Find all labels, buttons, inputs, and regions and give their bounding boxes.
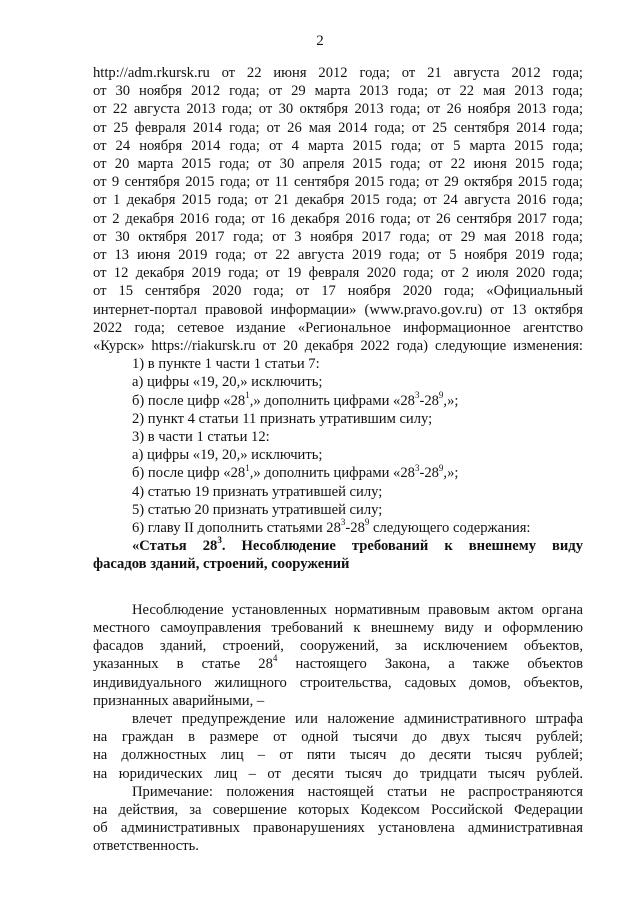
- intro-line: от 30 ноября 2012 года; от 29 марта 2013 года; от 22 мая 2013 года;: [93, 83, 583, 100]
- paragraph-line: Примечание: положения настоящей статьи не распространяются: [132, 783, 583, 800]
- superscript: 9: [364, 517, 370, 528]
- paragraph-line: Несоблюдение установленных нормативным правовым актом органа: [132, 601, 583, 618]
- intro-line: от 12 декабря 2019 года; от 19 февраля 2020 года; от 2 июля 2020 года;: [93, 265, 583, 282]
- item-text: б) после цифр «28: [132, 392, 246, 409]
- item-text: ,» дополнить цифрами «28: [249, 465, 415, 482]
- amendment-item: [93, 464, 583, 482]
- amendment-item: а) цифры «19, 20,» исключить;: [132, 447, 323, 464]
- amendment-item: 2) пункт 4 статьи 11 признать утратившим силу;: [132, 410, 433, 427]
- item-text: -28: [345, 520, 365, 537]
- article-heading-line: [93, 537, 583, 555]
- amendment-item: а) цифры «19, 20,» исключить;: [132, 374, 323, 391]
- item-text: -28: [419, 465, 439, 482]
- superscript: 3: [414, 389, 420, 400]
- intro-line: от 13 июня 2019 года; от 22 августа 2019 года; от 5 ноября 2019 года;: [93, 247, 583, 264]
- heading-text: . Несоблюдение требований к внешнему виду: [221, 538, 583, 555]
- amendment-item: 1) в пункте 1 части 1 статьи 7:: [132, 356, 320, 373]
- paragraph-line: на граждан в размере от одной тысячи до двух тысяч рублей;: [93, 729, 583, 746]
- document-body: [93, 64, 583, 856]
- superscript: 3: [414, 462, 420, 473]
- item-text: ,»;: [443, 465, 459, 482]
- intro-line: от 9 сентября 2015 года; от 11 сентября 2015 года; от 29 октября 2015 года;: [93, 174, 583, 191]
- intro-line: от 25 февраля 2014 года; от 26 мая 2014 года; от 25 сентября 2014 года;: [93, 119, 583, 136]
- amendment-item: [93, 389, 583, 410]
- intro-line: от 15 сентября 2020 года; от 17 ноября 2020 года; «Официальный: [93, 283, 583, 300]
- superscript: 3: [340, 517, 346, 528]
- intro-line: от 20 марта 2015 года; от 30 апреля 2015 года; от 22 июня 2015 года;: [93, 156, 583, 173]
- item-text: 6) главу II дополнить статьями 28: [132, 520, 341, 537]
- amendment-list: [93, 355, 583, 537]
- superscript: 9: [438, 389, 444, 400]
- intro-paragraph: [93, 64, 583, 355]
- paragraph-line: фасадов зданий, строений, сооружений, за исключением объектов,: [93, 638, 583, 655]
- article-heading: [93, 537, 583, 573]
- article-paragraph-offense: [93, 601, 583, 710]
- page-number: 2: [316, 33, 324, 49]
- intro-line: от 22 августа 2013 года; от 30 октября 2013 года; от 26 ноября 2013 года;: [93, 101, 583, 118]
- item-text: ,»;: [443, 392, 459, 409]
- paragraph-line: индивидуального жилищного строительства, садовых домов, объектов,: [93, 674, 583, 691]
- item-text: ,» дополнить цифрами «28: [249, 392, 415, 409]
- paragraph-line: на юридических лиц – от десяти тысяч до тридцати тысяч рублей.: [93, 765, 583, 782]
- heading-text: «Статья 28: [132, 538, 218, 555]
- paragraph-line: признанных аварийными, –: [93, 692, 265, 709]
- amendment-item: 4) статью 19 признать утратившей силу;: [132, 483, 383, 500]
- paragraph-line: об административных правонарушениях установлена административная: [93, 820, 583, 837]
- line-text: указанных в статье 28: [93, 656, 273, 673]
- spacer: [93, 574, 583, 601]
- paragraph-line: на должностных лиц – от пяти тысяч до десяти тысяч рублей;: [93, 747, 583, 764]
- amendment-item: 5) статью 20 признать утратившей силу;: [132, 501, 383, 518]
- superscript: 1: [245, 462, 250, 473]
- intro-line: 2022 года; сетевое издание «Региональное информационное агентство: [93, 319, 583, 336]
- intro-line: от 30 октября 2017 года; от 3 ноября 2017 года; от 29 мая 2018 года;: [93, 228, 583, 245]
- item-text: следующего содержания:: [369, 520, 531, 537]
- intro-line: «Курск» https://riakursk.ru от 20 декабря 2022 года) следующие изменения:: [93, 338, 583, 355]
- amendment-item: [93, 519, 583, 537]
- amendment-item: 3) в части 1 статьи 12:: [132, 429, 270, 446]
- paragraph-line: местного самоуправления требований к внешнему виду и оформлению: [93, 619, 583, 636]
- superscript: 4: [272, 653, 278, 664]
- intro-line: от 2 декабря 2016 года; от 16 декабря 2016 года; от 26 сентября 2017 года;: [93, 210, 583, 227]
- superscript: 3: [217, 535, 222, 546]
- line-text: настоящего Закона, а также объектов: [277, 656, 583, 673]
- superscript: 1: [245, 389, 250, 400]
- paragraph-line: ответственность.: [93, 838, 199, 855]
- item-text: б) после цифр «28: [132, 465, 246, 482]
- intro-line: http://adm.rkursk.ru от 22 июня 2012 года; от 21 августа 2012 года;: [93, 65, 583, 81]
- intro-line: интернет-портал правовой информации» (www.pravo.gov.ru) от 13 октября: [93, 301, 583, 318]
- paragraph-line: на действия, за совершение которых Кодексом Российской Федерации: [93, 801, 583, 818]
- paragraph-line: влечет предупреждение или наложение административного штрафа: [132, 710, 583, 727]
- intro-line: от 24 ноября 2014 года; от 4 марта 2015 года; от 5 марта 2015 года;: [93, 137, 583, 154]
- superscript: 9: [438, 462, 444, 473]
- article-note: [93, 783, 583, 856]
- intro-line: от 1 декабря 2015 года; от 21 декабря 2015 года; от 24 августа 2016 года;: [93, 192, 583, 209]
- paragraph-line: [93, 655, 583, 673]
- item-text: -28: [419, 392, 439, 409]
- article-heading-line: фасадов зданий, строений, сооружений: [93, 556, 350, 573]
- article-paragraph-penalty: [93, 710, 583, 783]
